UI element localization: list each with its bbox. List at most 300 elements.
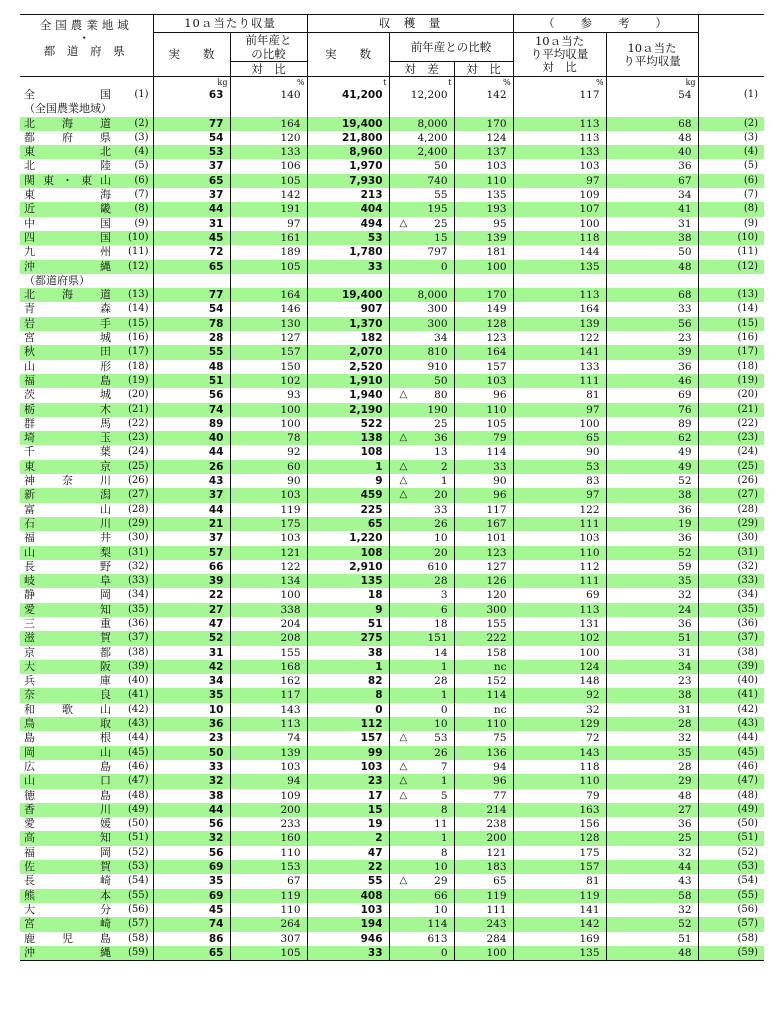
harvest-diff-value: 8: [440, 846, 448, 859]
yield-value: 23: [153, 731, 230, 745]
row-index: (27): [127, 489, 149, 501]
row-index-right: (4): [698, 145, 764, 159]
harvest-diff-cell: [389, 717, 454, 731]
rule-cell: [513, 961, 606, 976]
yield-value: 35: [153, 874, 230, 888]
unit-pct3: %: [513, 77, 606, 89]
harvest-diff-value: 26: [434, 517, 448, 530]
ref-ratio-value: 103: [513, 159, 606, 173]
harvest-ratio-value: 65: [454, 874, 513, 888]
yield-ratio-value: 146: [230, 302, 307, 316]
row-index-right: (34): [698, 588, 764, 602]
prefecture-row: [20, 646, 764, 660]
rule-cell: [230, 961, 307, 976]
ref-avg-value: 43: [606, 874, 698, 888]
prefecture-row: [20, 517, 764, 531]
row-index: (24): [127, 446, 149, 458]
harvest-ratio-value: 96: [454, 774, 513, 788]
empty-cell: [513, 102, 606, 116]
row-index: (2): [134, 117, 149, 129]
area-name: 京都: [24, 645, 112, 659]
ref-avg-value: 28: [606, 717, 698, 731]
row-index-right: (1): [698, 88, 764, 102]
row-index: (58): [127, 932, 149, 944]
harvest-value: 18: [307, 588, 389, 602]
region-row: [20, 245, 764, 259]
harvest-value: 55: [307, 874, 389, 888]
prefecture-row: [20, 531, 764, 545]
harvest-ratio-value: 124: [454, 131, 513, 145]
harvest-diff-value: 10: [434, 903, 448, 916]
harvest-diff-cell: [389, 403, 454, 417]
row-index-right: (53): [698, 860, 764, 874]
ref-ratio-value: 79: [513, 789, 606, 803]
harvest-value: 459: [307, 488, 389, 502]
ref-ratio-value: 97: [513, 174, 606, 188]
prefecture-row: [20, 831, 764, 845]
yield-value: 45: [153, 231, 230, 245]
row-index: (3): [134, 131, 149, 143]
row-label: [20, 88, 153, 102]
harvest-ratio-value: 128: [454, 317, 513, 331]
harvest-diff-value: 7: [440, 760, 448, 773]
harvest-diff-cell: [389, 331, 454, 345]
row-index: (52): [127, 846, 149, 858]
harvest-diff-cell: [389, 288, 454, 302]
region-header-blank: [20, 62, 153, 77]
harvest-diff-cell: [389, 617, 454, 631]
prefecture-row: [20, 388, 764, 402]
row-label: [20, 388, 153, 402]
area-name: 神奈川: [24, 474, 112, 488]
region-header-dot: ・: [78, 30, 94, 45]
ref-avg-value: 48: [606, 260, 698, 274]
harvest-value: 108: [307, 445, 389, 459]
row-index: (38): [127, 646, 149, 658]
area-name: 岐阜: [24, 574, 112, 588]
region-row: [20, 145, 764, 159]
harvest-value: 7,930: [307, 174, 389, 188]
prefecture-row: [20, 403, 764, 417]
harvest-diff-value: 18: [434, 617, 448, 630]
harvest-ratio-value: 100: [454, 946, 513, 961]
ref-avg-header: 10ａ当たり平均収量: [606, 33, 698, 77]
prefecture-row: [20, 546, 764, 560]
harvest-diff-cell: [389, 574, 454, 588]
harvest-value: 33: [307, 260, 389, 274]
harvest-diff-cell: [389, 188, 454, 202]
empty-cell: [698, 102, 764, 116]
yield-value: 40: [153, 431, 230, 445]
rule-cell: [606, 961, 698, 976]
negative-triangle-icon: △: [399, 489, 408, 501]
yield-ratio-value: 105: [230, 174, 307, 188]
row-index: (25): [127, 460, 149, 472]
row-index: (10): [127, 231, 149, 243]
area-name: 山形: [24, 359, 112, 373]
row-index: (29): [127, 517, 149, 529]
row-label: [20, 345, 153, 359]
harvest-ratio-value: 96: [454, 388, 513, 402]
rule-cell: [698, 961, 764, 976]
area-name: 岩手: [24, 316, 112, 330]
harvest-diff-cell: [389, 946, 454, 961]
harvest-diff-cell: [389, 474, 454, 488]
row-label: [20, 946, 153, 961]
yield-value: 55: [153, 345, 230, 359]
rule-cell: [153, 961, 230, 976]
row-label: [20, 531, 153, 545]
yield-ratio-value: 78: [230, 431, 307, 445]
harvest-value: 1: [307, 460, 389, 474]
row-index-right: (32): [698, 560, 764, 574]
rule-cell: [20, 961, 153, 976]
row-index: (1): [134, 89, 149, 100]
yield-value: 52: [153, 631, 230, 645]
prefecture-row: [20, 560, 764, 574]
ref-ratio-value: 124: [513, 660, 606, 674]
row-index: (51): [127, 832, 149, 844]
area-name: 兵庫: [24, 674, 112, 688]
yield-value: 34: [153, 674, 230, 688]
row-index-right: (44): [698, 731, 764, 745]
harvest-diff-value: 14: [434, 646, 448, 659]
harvest-diff-value: 12,200: [410, 89, 448, 101]
ref-avg-value: 36: [606, 360, 698, 374]
ref-avg-value: 24: [606, 603, 698, 617]
empty-cell: [153, 102, 230, 116]
harvest-diff-cell: [389, 889, 454, 903]
row-index: (33): [127, 575, 149, 587]
row-label: [20, 431, 153, 445]
ref-ratio-value: 83: [513, 474, 606, 488]
harvest-diff-value: 50: [434, 374, 448, 387]
area-name: 島根: [24, 731, 112, 745]
area-name: 栃木: [24, 402, 112, 416]
harvest-diff-header: 対 差: [389, 62, 454, 77]
row-index-right: (19): [698, 374, 764, 388]
row-index: (4): [134, 146, 149, 158]
yield-value: 47: [153, 617, 230, 631]
row-label: [20, 617, 153, 631]
row-index-right: (59): [698, 946, 764, 961]
row-index: (43): [127, 718, 149, 730]
harvest-ratio-value: 100: [454, 260, 513, 274]
harvest-diff-cell: [389, 874, 454, 888]
row-label: [20, 803, 153, 817]
rule-cell: [307, 961, 389, 976]
yield-ratio-value: 60: [230, 460, 307, 474]
ref-avg-value: 49: [606, 460, 698, 474]
regions-section-row: [20, 102, 764, 116]
harvest-value: 17: [307, 789, 389, 803]
harvest-value: 33: [307, 946, 389, 961]
yield-ratio-value: 204: [230, 617, 307, 631]
unit-pct2: %: [454, 77, 513, 89]
yield-value: 37: [153, 188, 230, 202]
harvest-value: 65: [307, 517, 389, 531]
harvest-diff-cell: [389, 488, 454, 502]
yield-ratio-value: 103: [230, 531, 307, 545]
ref-ratio-value: 113: [513, 131, 606, 145]
harvest-value: 21,800: [307, 131, 389, 145]
region-row: [20, 231, 764, 245]
harvest-ratio-value: 123: [454, 331, 513, 345]
harvest-value: 108: [307, 546, 389, 560]
empty-cell: [454, 102, 513, 116]
row-index: (59): [127, 946, 149, 958]
harvest-ratio-value: 300: [454, 603, 513, 617]
harvest-diff-cell: [389, 674, 454, 688]
negative-triangle-icon: △: [399, 389, 408, 401]
yield-ratio-value: 121: [230, 546, 307, 560]
row-label: [20, 188, 153, 202]
harvest-ratio-value: 103: [454, 159, 513, 173]
harvest-diff-value: 20: [434, 489, 448, 502]
harvest-diff-cell: [389, 202, 454, 216]
harvest-diff-cell: [389, 431, 454, 445]
ref-ratio-value: 128: [513, 831, 606, 845]
yield-value: 28: [153, 331, 230, 345]
yield-value: 37: [153, 531, 230, 545]
negative-triangle-icon: △: [399, 432, 408, 444]
harvest-value: 225: [307, 503, 389, 517]
ref-ratio-value: 32: [513, 703, 606, 717]
harvest-value: 213: [307, 188, 389, 202]
row-index: (23): [127, 432, 149, 444]
yield-value: 35: [153, 688, 230, 702]
row-index-right: (40): [698, 674, 764, 688]
harvest-ratio-value: 95: [454, 217, 513, 231]
ref-avg-value: 32: [606, 846, 698, 860]
harvest-ratio-value: 127: [454, 560, 513, 574]
harvest-value: 1,910: [307, 374, 389, 388]
row-label: [20, 603, 153, 617]
harvest-diff-cell: [389, 260, 454, 274]
prefecture-row: [20, 703, 764, 717]
harvest-diff-value: 28: [434, 675, 448, 688]
harvest-ratio-value: 164: [454, 345, 513, 359]
yield-value: 31: [153, 646, 230, 660]
harvest-ratio-value: nc: [454, 660, 513, 674]
yield-ratio-value: 162: [230, 674, 307, 688]
row-index-right: (5): [698, 159, 764, 173]
harvest-ratio-value: 167: [454, 517, 513, 531]
area-name: 愛知: [24, 602, 112, 616]
harvest-diff-cell: [389, 789, 454, 803]
ref-ratio-value: 109: [513, 188, 606, 202]
row-index-right: (33): [698, 574, 764, 588]
yield-value: 86: [153, 932, 230, 946]
harvest-diff-cell: [389, 846, 454, 860]
ref-avg-value: 48: [606, 131, 698, 145]
harvest-value: 8: [307, 688, 389, 702]
region-header-line2: 都 道 府 県: [43, 43, 129, 58]
row-label: [20, 360, 153, 374]
yield-value: 56: [153, 846, 230, 860]
ref-avg-value: 34: [606, 188, 698, 202]
harvest-value: 103: [307, 760, 389, 774]
row-index-right: (37): [698, 631, 764, 645]
ref-ratio-value: 117: [513, 88, 606, 102]
harvest-diff-cell: [389, 374, 454, 388]
yield-ratio-value: 119: [230, 503, 307, 517]
prefecture-row: [20, 417, 764, 431]
ref-ratio-value: 97: [513, 403, 606, 417]
harvest-value: 103: [307, 903, 389, 917]
harvest-diff-value: 2,400: [417, 146, 448, 159]
ref-avg-value: 89: [606, 417, 698, 431]
row-label: [20, 560, 153, 574]
row-index-right: (25): [698, 460, 764, 474]
area-name: 群馬: [24, 416, 112, 430]
harvest-diff-value: 6: [440, 603, 448, 616]
harvest-value: 41,200: [307, 88, 389, 102]
yield-ratio-value: 100: [230, 403, 307, 417]
area-name: 滋賀: [24, 631, 112, 645]
area-name: 高知: [24, 831, 112, 845]
row-index-right: (22): [698, 417, 764, 431]
empty-cell: [307, 274, 389, 288]
row-label: [20, 331, 153, 345]
ref-avg-value: 40: [606, 145, 698, 159]
harvest-diff-cell: [389, 731, 454, 745]
yield-value: 89: [153, 417, 230, 431]
row-index-right: (24): [698, 445, 764, 459]
harvest-diff-value: 114: [427, 918, 448, 931]
row-index-right: (52): [698, 846, 764, 860]
harvest-value: 99: [307, 746, 389, 760]
row-label: [20, 488, 153, 502]
yield-ratio-value: 110: [230, 846, 307, 860]
row-label: [20, 302, 153, 316]
yield-ratio-value: 67: [230, 874, 307, 888]
row-label: [20, 445, 153, 459]
region-row: [20, 159, 764, 173]
yield-ratio-value: 208: [230, 631, 307, 645]
harvest-ratio-value: 114: [454, 445, 513, 459]
harvest-diff-value: 8: [440, 803, 448, 816]
row-label: [20, 231, 153, 245]
yield-ratio-value: 93: [230, 388, 307, 402]
yield-ratio-value: 150: [230, 360, 307, 374]
row-index-right: (23): [698, 431, 764, 445]
row-label: [20, 245, 153, 259]
area-name: 熊本: [24, 888, 112, 902]
yield-ratio-value: 264: [230, 917, 307, 931]
row-index: (8): [134, 203, 149, 215]
harvest-value: 1: [307, 660, 389, 674]
harvest-diff-value: 33: [434, 503, 448, 516]
harvest-diff-value: 613: [427, 932, 448, 945]
harvest-ratio-value: 101: [454, 531, 513, 545]
row-label: [20, 860, 153, 874]
ref-avg-value: 23: [606, 674, 698, 688]
harvest-diff-cell: [389, 774, 454, 788]
prefecture-row: [20, 317, 764, 331]
harvest-diff-value: 28: [434, 575, 448, 588]
harvest-diff-cell: [389, 360, 454, 374]
prefecture-row: [20, 302, 764, 316]
ref-ratio-value: 53: [513, 460, 606, 474]
ref-avg-value: 31: [606, 646, 698, 660]
row-label: [20, 774, 153, 788]
harvest-diff-value: 25: [434, 417, 448, 430]
area-name: 沖縄: [24, 259, 112, 273]
ref-ratio-value: 141: [513, 903, 606, 917]
prefecture-row: [20, 846, 764, 860]
yield-ratio-value: 161: [230, 231, 307, 245]
row-label: [20, 517, 153, 531]
area-name: 全 国: [24, 88, 112, 101]
harvest-ratio-value: 135: [454, 188, 513, 202]
row-index-right: (42): [698, 703, 764, 717]
harvest-value: 112: [307, 717, 389, 731]
row-index: (50): [127, 818, 149, 830]
harvest-ratio-value: 157: [454, 360, 513, 374]
harvest-ratio-value: 149: [454, 302, 513, 316]
row-label: [20, 731, 153, 745]
harvest-value: 22: [307, 860, 389, 874]
ref-avg-value: 38: [606, 488, 698, 502]
region-row: [20, 260, 764, 274]
ref-ratio-value: 156: [513, 817, 606, 831]
prefecture-row: [20, 588, 764, 602]
harvest-value: 9: [307, 603, 389, 617]
harvest-diff-cell: [389, 932, 454, 946]
negative-triangle-icon: △: [399, 460, 408, 472]
area-name: 奈良: [24, 688, 112, 702]
row-index-right: (20): [698, 388, 764, 402]
harvest-ratio-value: 181: [454, 245, 513, 259]
ref-avg-value: 58: [606, 889, 698, 903]
ref-avg-value: 35: [606, 746, 698, 760]
reference-group-header: （ 参 考 ）: [513, 15, 698, 33]
ref-ratio-value: 175: [513, 846, 606, 860]
harvest-value: 1,220: [307, 531, 389, 545]
row-index-right: (49): [698, 803, 764, 817]
ref-avg-value: 33: [606, 302, 698, 316]
row-label: [20, 831, 153, 845]
yield-value: 42: [153, 660, 230, 674]
ref-ratio-value: 113: [513, 117, 606, 131]
ref-ratio-value: 141: [513, 345, 606, 359]
empty-cell: [454, 274, 513, 288]
harvest-diff-value: 25: [434, 217, 448, 230]
empty-cell: [698, 274, 764, 288]
yield-value: 32: [153, 831, 230, 845]
yield-value: 56: [153, 388, 230, 402]
row-index-right: (10): [698, 231, 764, 245]
empty-cell: [153, 274, 230, 288]
harvest-ratio-value: 77: [454, 789, 513, 803]
ref-avg-value: 32: [606, 588, 698, 602]
ref-avg-value: 36: [606, 503, 698, 517]
row-index-right: (36): [698, 617, 764, 631]
yield-value: 69: [153, 860, 230, 874]
harvest-diff-cell: [389, 88, 454, 102]
prefecture-row: [20, 445, 764, 459]
yield-ratio-value: 94: [230, 774, 307, 788]
row-index-right: (48): [698, 789, 764, 803]
row-index: (46): [127, 760, 149, 772]
harvest-diff-cell: [389, 345, 454, 359]
row-index-right: (58): [698, 932, 764, 946]
harvest-ratio-value: 119: [454, 889, 513, 903]
ref-avg-value: 38: [606, 231, 698, 245]
yield-ratio-value: 74: [230, 731, 307, 745]
harvest-diff-cell: [389, 760, 454, 774]
